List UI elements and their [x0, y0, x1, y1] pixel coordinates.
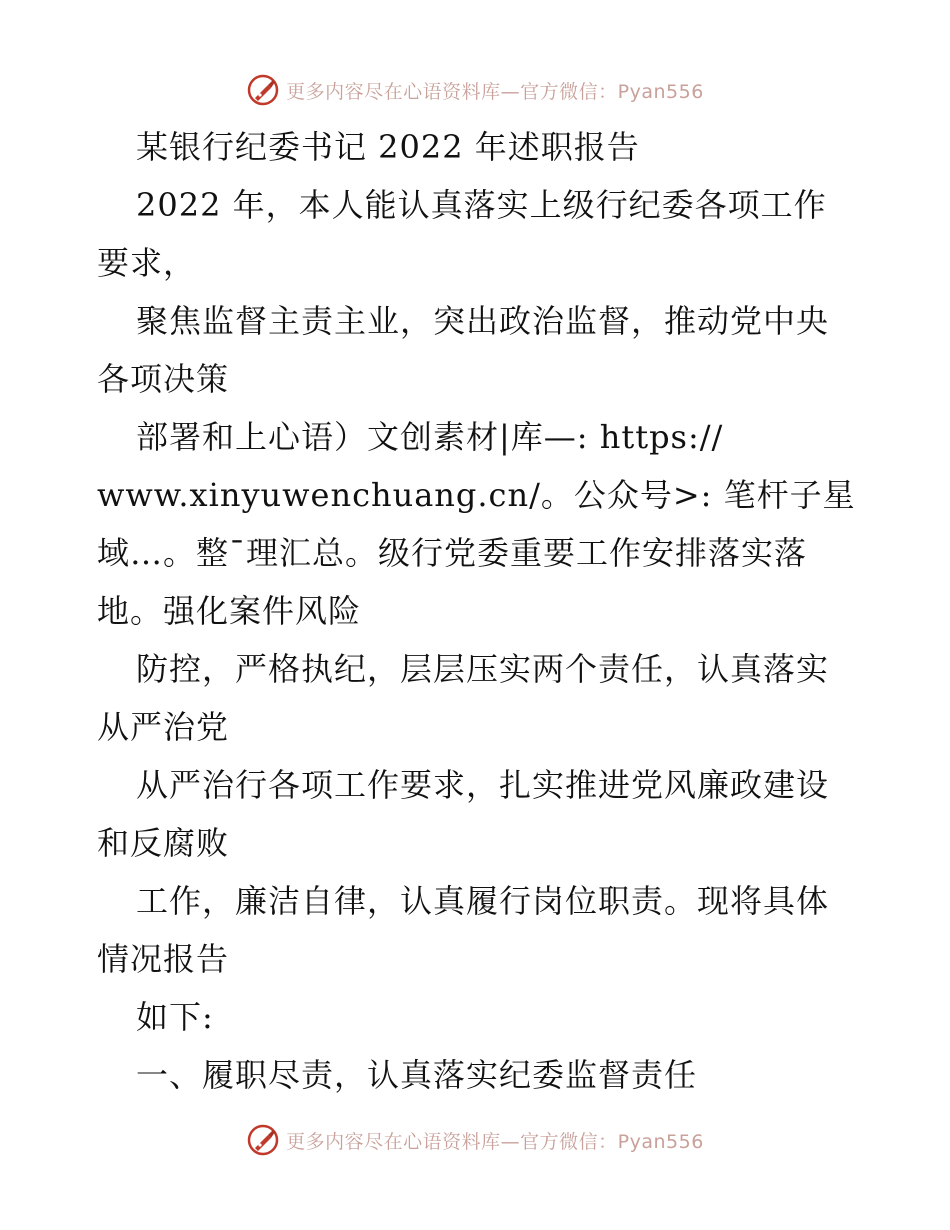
- section-heading: 一、履职尽责，认真落实纪委监督责任: [136, 1056, 698, 1094]
- paragraph-line: 2022 年，本人能认真落实上级行纪委各项工作: [136, 186, 827, 224]
- paragraph-line: 情况报告: [97, 940, 230, 978]
- footer-watermark-banner: [0, 1120, 950, 1160]
- paragraph-line: 防控，严格执纪，层层压实两个责任，认真落实: [136, 650, 830, 688]
- paragraph-line: www.xinyuwenchuang.cn/。公众号>: 笔杆子星: [97, 476, 856, 514]
- paragraph-line: 部署和上心语）文创素材|库—: https://: [136, 418, 724, 456]
- footer-watermark-text: 更多内容尽在心语资料库—官方微信：Pyan556: [286, 1130, 704, 1153]
- paragraph-line: 工作，廉洁自律，认真履行岗位职责。现将具体: [136, 882, 830, 920]
- paragraph-line: 从严治党: [97, 708, 230, 746]
- paragraph-line: 要求，: [97, 244, 197, 282]
- paragraph-line: 聚焦监督主责主业，突出政治监督，推动党中央: [136, 302, 830, 340]
- document-title: 某银行纪委书记 2022 年述职报告: [136, 128, 640, 166]
- paragraph-line: 地。强化案件风险: [97, 592, 362, 630]
- paragraph-line: 各项决策: [97, 360, 230, 398]
- paragraph-line: 域…。整¯理汇总。级行党委重要工作安排落实落: [97, 534, 808, 572]
- pen-nib-logo-icon: [246, 1123, 280, 1157]
- header-watermark-text: 更多内容尽在心语资料库—官方微信：Pyan556: [286, 80, 704, 103]
- paragraph-line: 从严治行各项工作要求，扎实推进党风廉政建设: [136, 766, 830, 804]
- paragraph-line: 如下:: [136, 998, 214, 1036]
- header-watermark-banner: [0, 70, 950, 110]
- paragraph-line: 和反腐败: [97, 824, 230, 862]
- pen-nib-logo-icon: [246, 73, 280, 107]
